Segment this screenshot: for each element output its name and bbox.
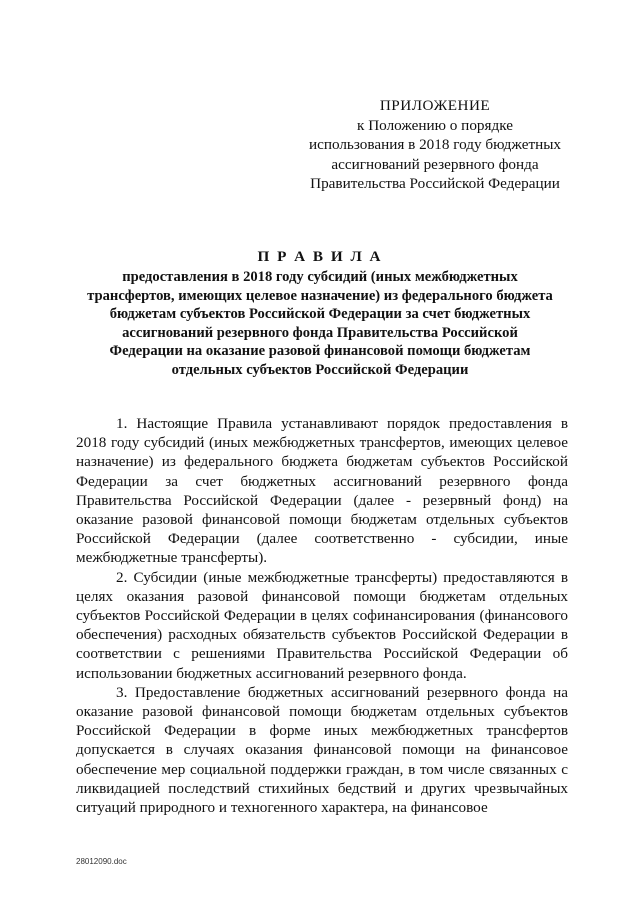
document-body <box>76 414 568 817</box>
subtitle-line: отдельных субъектов Российской Федерации <box>171 361 469 378</box>
subtitle-line: Федерации на оказание разовой финансовой помощи бюджетам <box>109 343 531 360</box>
subtitle-line: предоставления в 2018 году субсидий (иных межбюджетных <box>122 269 518 285</box>
subtitle-line: ассигнований резервного фонда Правительства Российской <box>122 324 518 341</box>
subtitle-line: бюджетам субъектов Российской Федерации за счет бюджетных <box>109 306 531 323</box>
paragraph-1: 1. Настоящие Правила устанавливают порядок предоставления в 2018 году субсидий (иных межбюджетных трансфертов, имеющих целевое назначение) из федерального бюджета бюджетам субъектов Российской Федерации за счет бюджетных ассигнований резервного фонда Правительства Российской Федерации (далее - резервный фонд) на оказание разовой финансовой помощи бюджетам отдельных субъектов Российской Федерации (далее соответственно - субсидии, иные межбюджетные трансферты). <box>76 415 568 567</box>
paragraph-3: 3. Предоставление бюджетных ассигнований резервного фонда на оказание разовой финансовой помощи бюджетам отдельных субъектов Российской Федерации в форме иных межбюджетных трансфертов допускается в случаях оказания финансовой помощи на финансовое обеспечение мер социальной поддержки граждан, в том числе связанных с ликвидацией последствий стихийных бедствий и других чрезвычайных ситуаций природного и техногенного характера, на финансовое <box>76 683 568 817</box>
appendix-line: к Положению о порядке <box>357 116 513 134</box>
appendix-line: ассигнований резервного фонда <box>331 155 539 173</box>
paragraph-2: 2. Субсидии (иные межбюджетные трансферты) предоставляются в целях оказания разовой финансовой помощи бюджетам отдельных субъектов Российской Федерации в целях софинансирования (финансового обеспечения) расходных обязательств субъектов Российской Федерации в соответствии с решениями Правительства Российской Федерации об использовании бюджетных ассигнований резервного фонда. <box>76 568 568 682</box>
appendix-line: использования в 2018 году бюджетных <box>308 136 562 153</box>
appendix-line: Правительства Российской Федерации <box>310 175 560 192</box>
subtitle-line: трансфертов, имеющих целевое назначение) из федерального бюджета <box>87 287 553 304</box>
appendix-heading: ПРИЛОЖЕНИЕ <box>379 97 491 114</box>
rules-title: П Р А В И Л А <box>257 248 383 265</box>
footer-file-name: 28012090.doc <box>76 857 127 866</box>
appendix-block <box>300 96 570 194</box>
rules-subtitle <box>70 268 570 380</box>
